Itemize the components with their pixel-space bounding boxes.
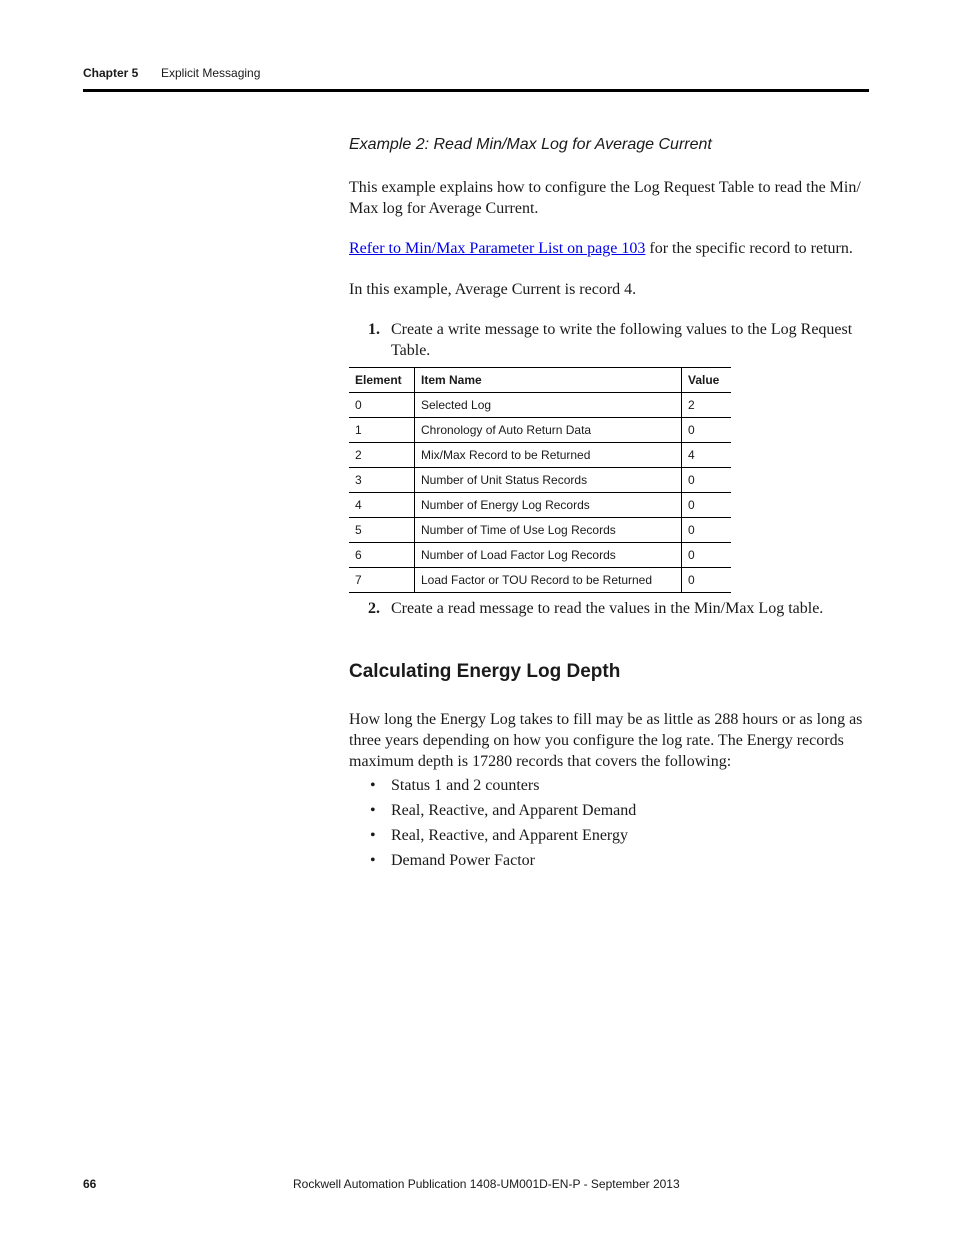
cell-element: 5 <box>349 518 415 543</box>
cell-element: 7 <box>349 568 415 593</box>
cell-value: 4 <box>682 443 732 468</box>
table-header-row <box>349 368 731 393</box>
table-row <box>349 493 731 518</box>
table-row <box>349 568 731 593</box>
page-number: 66 <box>83 1177 97 1191</box>
cell-item-name: Mix/Max Record to be Returned <box>415 443 682 468</box>
cell-value: 0 <box>682 418 732 443</box>
table-row <box>349 543 731 568</box>
table-row <box>349 393 731 418</box>
header-rule <box>83 89 869 92</box>
cell-element: 3 <box>349 468 415 493</box>
table-row <box>349 418 731 443</box>
header-value: Value <box>682 368 732 393</box>
reference-paragraph <box>349 238 864 259</box>
list-item-text: Demand Power Factor <box>391 852 535 869</box>
example-title: Example 2: Read Min/Max Log for Average Current <box>349 136 712 153</box>
running-header <box>83 66 261 80</box>
cell-element: 2 <box>349 443 415 468</box>
cell-value: 0 <box>682 518 732 543</box>
table-row <box>349 518 731 543</box>
list-item-text: Real, Reactive, and Apparent Demand <box>391 802 637 819</box>
section-body: How long the Energy Log takes to fill may be as little as 288 hours or as long as three years depending on how you configure the log rate. The Energy records maximum depth is 17280 records that covers the following: <box>349 711 863 770</box>
cell-value: 2 <box>682 393 732 418</box>
min-max-parameter-list-link[interactable]: Refer to Min/Max Parameter List on page 103 <box>349 240 646 257</box>
cell-element: 0 <box>349 393 415 418</box>
cell-value: 0 <box>682 543 732 568</box>
list-item-text: Status 1 and 2 counters <box>391 777 540 794</box>
cell-element: 1 <box>349 418 415 443</box>
list-item <box>370 775 636 800</box>
publication-footer: Rockwell Automation Publication 1408-UM001D-EN-P - September 2013 <box>293 1177 680 1191</box>
cell-value: 0 <box>682 493 732 518</box>
step-number: 2. <box>368 600 380 617</box>
chapter-label: Chapter 5 <box>83 66 139 80</box>
list-item <box>370 825 636 850</box>
cell-item-name: Load Factor or TOU Record to be Returned <box>415 568 682 593</box>
bullet-icon: • <box>370 852 376 869</box>
reference-suffix: for the specific record to return. <box>645 240 853 257</box>
cell-item-name: Number of Unit Status Records <box>415 468 682 493</box>
intro-paragraph: This example explains how to configure the Log Request Table to read the Min/ Max log for Average Current. <box>349 179 861 217</box>
step-text: Create a read message to read the values in the Min/Max Log table. <box>391 600 824 617</box>
list-item <box>370 800 636 825</box>
section-heading: Calculating Energy Log Depth <box>349 661 621 682</box>
step-number: 1. <box>368 321 380 338</box>
table-row <box>349 443 731 468</box>
header-element: Element <box>349 368 415 393</box>
cell-item-name: Number of Energy Log Records <box>415 493 682 518</box>
cell-value: 0 <box>682 568 732 593</box>
bullet-icon: • <box>370 802 376 819</box>
cell-item-name: Chronology of Auto Return Data <box>415 418 682 443</box>
bullet-list <box>370 775 636 875</box>
header-item-name: Item Name <box>415 368 682 393</box>
section-label: Explicit Messaging <box>161 66 261 80</box>
cell-item-name: Number of Load Factor Log Records <box>415 543 682 568</box>
list-item-text: Real, Reactive, and Apparent Energy <box>391 827 628 844</box>
cell-element: 4 <box>349 493 415 518</box>
bullet-icon: • <box>370 827 376 844</box>
table-row <box>349 468 731 493</box>
record-note: In this example, Average Current is record 4. <box>349 281 637 298</box>
step-text: Create a write message to write the following values to the Log Request Table. <box>391 321 853 359</box>
bullet-icon: • <box>370 777 376 794</box>
cell-value: 0 <box>682 468 732 493</box>
log-request-table <box>349 367 731 593</box>
cell-item-name: Number of Time of Use Log Records <box>415 518 682 543</box>
cell-element: 6 <box>349 543 415 568</box>
cell-item-name: Selected Log <box>415 393 682 418</box>
list-item <box>370 850 636 875</box>
